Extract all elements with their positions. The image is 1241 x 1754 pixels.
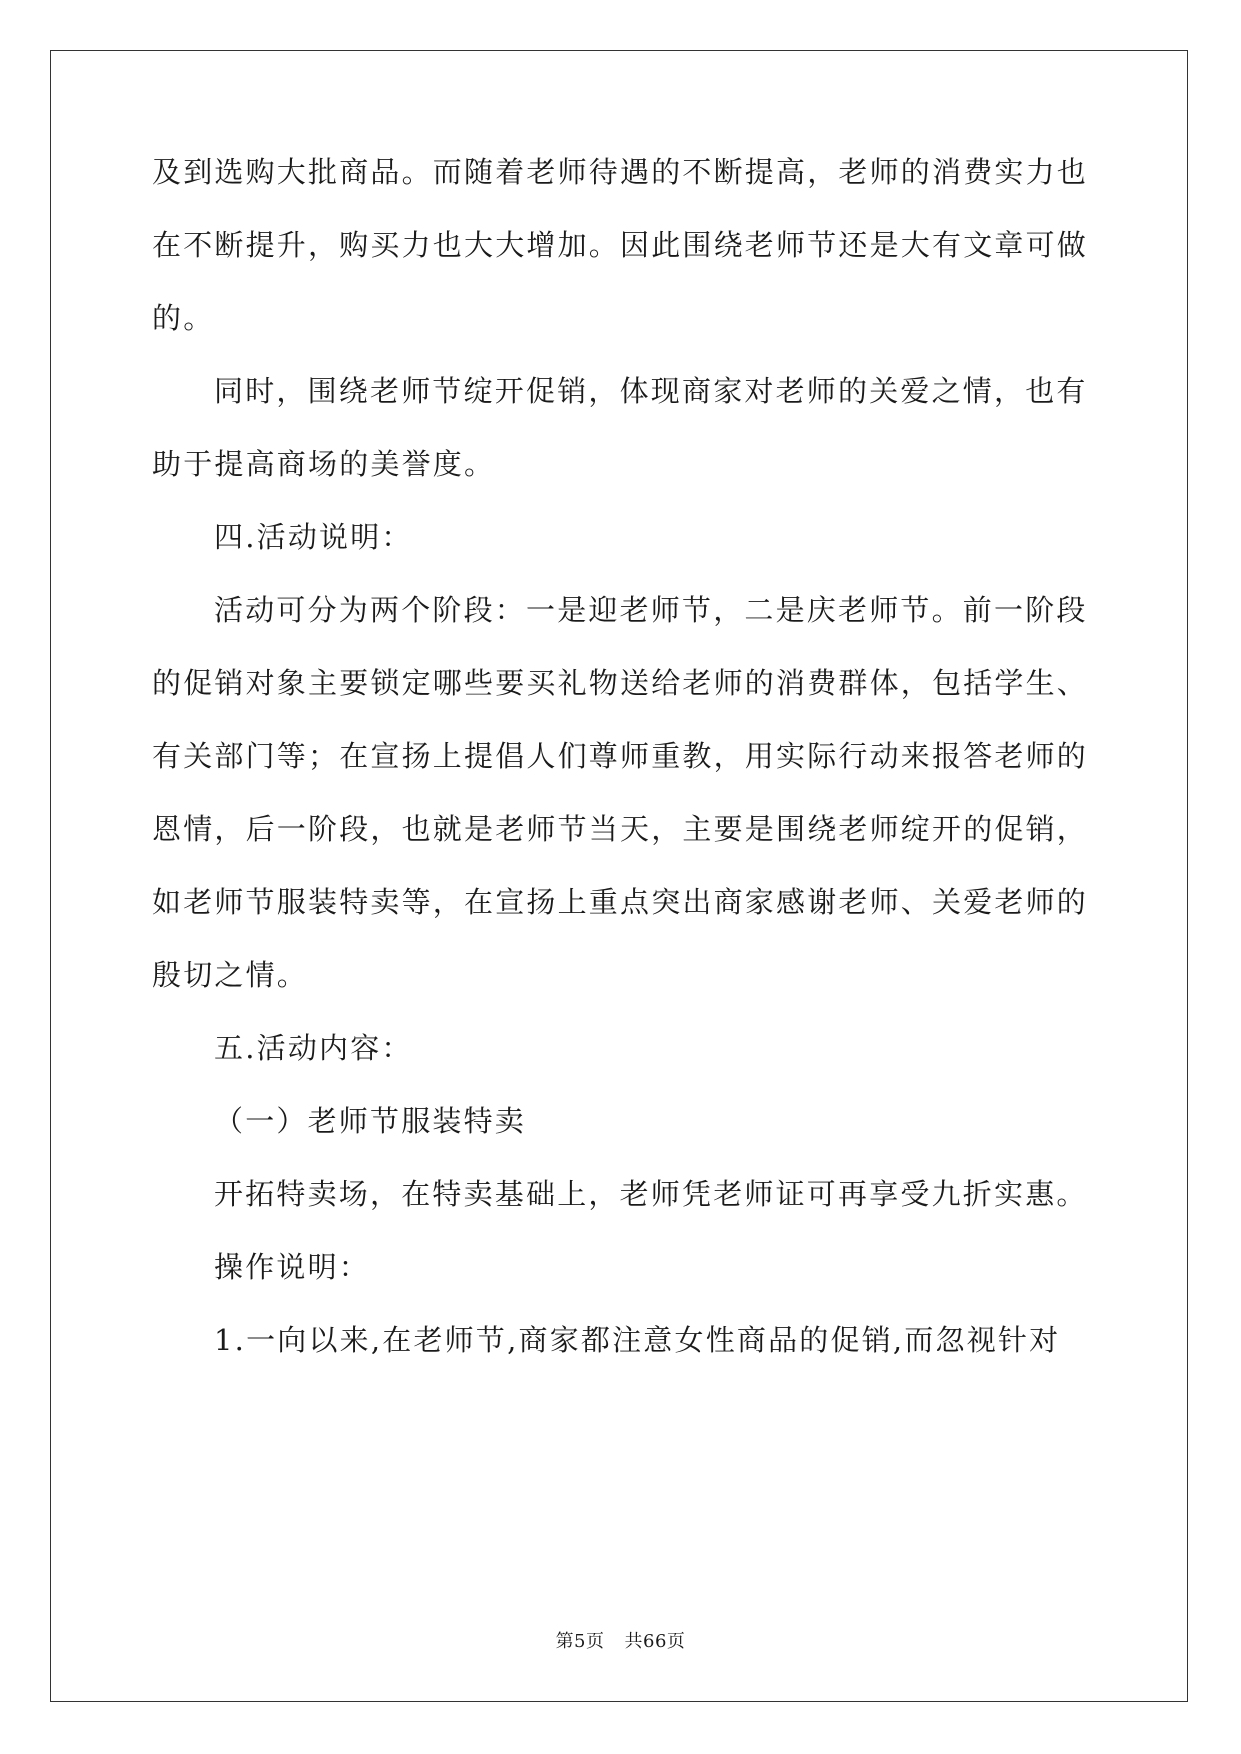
subsection-heading: （一）老师节服装特卖: [214, 1104, 527, 1138]
list-item: 1.一向以来,在老师节,商家都注意女性商品的促销,而忽视针对: [214, 1323, 1061, 1357]
paragraph-line: 的促销对象主要锁定哪些要买礼物送给老师的消费群体，包括学生、: [152, 666, 1089, 700]
paragraph-line: 殷切之情。: [152, 958, 309, 992]
paragraph-line: 如老师节服装特卖等，在宣扬上重点突出商家感谢老师、关爱老师的: [152, 885, 1089, 919]
paragraph-line: 活动可分为两个阶段：一是迎老师节，二是庆老师节。前一阶段: [214, 593, 1088, 627]
page-border: [50, 50, 1188, 1702]
paragraph-line: 开拓特卖场，在特卖基础上，老师凭老师证可再享受九折实惠。: [214, 1177, 1088, 1211]
page-total: 共66页: [624, 1631, 686, 1652]
section-heading: 五.活动内容：: [214, 1031, 413, 1065]
paragraph-line: 助于提高商场的美誉度。: [152, 447, 496, 481]
page-number: 第5页: [555, 1631, 605, 1652]
paragraph-line: 同时，围绕老师节绽开促销，体现商家对老师的关爱之情，也有: [214, 374, 1088, 408]
page-footer: [0, 1627, 1241, 1653]
paragraph-line: 的。: [152, 301, 215, 335]
paragraph-line: 及到选购大批商品。而随着老师待遇的不断提高，老师的消费实力也: [152, 155, 1089, 189]
paragraph-line: 恩情，后一阶段，也就是老师节当天，主要是围绕老师绽开的促销，: [152, 812, 1089, 846]
section-heading: 四.活动说明：: [214, 520, 413, 554]
paragraph-line: 有关部门等；在宣扬上提倡人们尊师重教，用实际行动来报答老师的: [152, 739, 1089, 773]
paragraph-line: 在不断提升，购买力也大大增加。因此围绕老师节还是大有文章可做: [152, 228, 1089, 262]
paragraph-line: 操作说明：: [214, 1250, 371, 1284]
